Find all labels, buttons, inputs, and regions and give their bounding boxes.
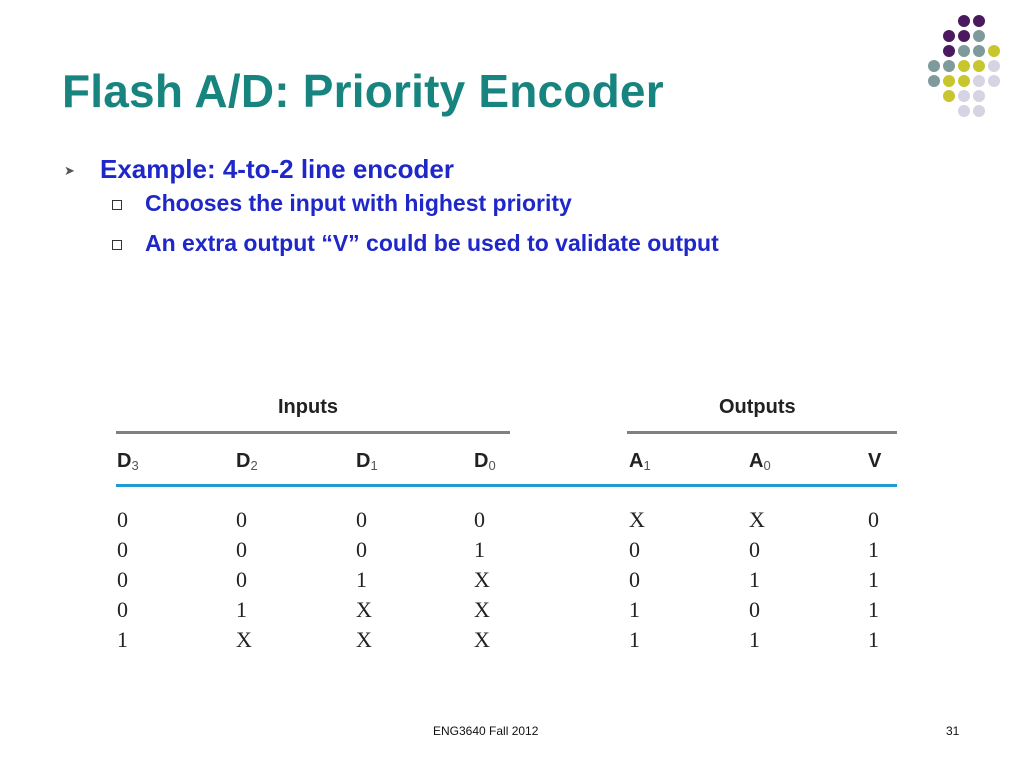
inputs-header: Inputs	[278, 396, 338, 418]
decorative-dot-grid	[928, 15, 1008, 135]
decorative-dot	[943, 30, 955, 42]
bullet-main	[62, 152, 962, 190]
column-header	[629, 450, 651, 473]
column-header	[749, 450, 771, 473]
column-header-base: V	[868, 450, 882, 472]
decorative-dot	[943, 45, 955, 57]
table-cell: 0	[629, 537, 640, 562]
decorative-dot	[943, 75, 955, 87]
bullet-sub-2	[62, 230, 962, 270]
decorative-dot	[958, 75, 970, 87]
table-cell: 0	[117, 597, 128, 622]
table-cell: X	[474, 597, 490, 622]
decorative-dot	[988, 75, 1000, 87]
table-cell: 0	[117, 567, 128, 592]
table-cell: 1	[868, 537, 879, 562]
square-bullet-icon	[112, 240, 122, 250]
column-header	[117, 450, 139, 473]
bullet-sub-text: Chooses the input with highest priority	[145, 190, 572, 216]
column-header	[236, 450, 258, 473]
table-cell: 1	[356, 567, 367, 592]
decorative-dot	[958, 90, 970, 102]
table-cell: 0	[356, 507, 367, 532]
column-header-subscript: 3	[131, 458, 139, 473]
table-cell: 0	[629, 567, 640, 592]
decorative-dot	[943, 90, 955, 102]
column-header-subscript: 1	[370, 458, 378, 473]
table-cell: 1	[117, 627, 128, 652]
footer-course: ENG3640 Fall 2012	[433, 724, 539, 738]
decorative-dot	[973, 90, 985, 102]
arrow-bullet-icon: ➤	[64, 163, 75, 178]
column-header-base: D	[117, 450, 132, 472]
table-cell: 0	[749, 597, 760, 622]
column-header-rule	[116, 484, 897, 487]
table-cell: 1	[629, 627, 640, 652]
decorative-dot	[928, 60, 940, 72]
column-header-base: D	[474, 450, 489, 472]
table-cell: X	[474, 567, 490, 592]
decorative-dot	[958, 45, 970, 57]
column-header-subscript: 0	[488, 458, 496, 473]
decorative-dot	[973, 75, 985, 87]
column-header-base: A	[629, 450, 644, 472]
table-cell: X	[749, 507, 765, 532]
decorative-dot	[988, 60, 1000, 72]
table-cell: 0	[117, 507, 128, 532]
outputs-header-rule	[627, 431, 897, 434]
table-cell: 1	[749, 627, 760, 652]
decorative-dot	[958, 15, 970, 27]
decorative-dot	[973, 15, 985, 27]
table-cell: 1	[868, 567, 879, 592]
table-cell: 0	[749, 537, 760, 562]
page-number: 31	[946, 724, 960, 738]
square-bullet-icon	[112, 200, 122, 210]
column-header	[474, 450, 496, 473]
table-cell: 0	[474, 507, 485, 532]
table-cell: 1	[236, 597, 247, 622]
column-header-subscript: 2	[250, 458, 258, 473]
bullet-list	[62, 152, 962, 270]
decorative-dot	[973, 45, 985, 57]
table-cell: 1	[629, 597, 640, 622]
decorative-dot	[973, 105, 985, 117]
column-header-base: D	[236, 450, 251, 472]
table-cell: 1	[868, 597, 879, 622]
table-cell: 1	[474, 537, 485, 562]
decorative-dot	[958, 60, 970, 72]
table-cell: 0	[236, 567, 247, 592]
slide-title: Flash A/D: Priority Encoder	[62, 65, 664, 117]
column-header-subscript: 1	[643, 458, 651, 473]
decorative-dot	[958, 105, 970, 117]
table-cell: 0	[236, 507, 247, 532]
bullet-main-text: Example: 4-to-2 line encoder	[100, 154, 454, 184]
decorative-dot	[973, 30, 985, 42]
table-cell: 0	[868, 507, 879, 532]
table-cell: 0	[117, 537, 128, 562]
table-cell: X	[356, 597, 372, 622]
table-cell: X	[629, 507, 645, 532]
bullet-sub-1	[62, 190, 962, 230]
column-header	[868, 450, 881, 473]
table-cell: X	[356, 627, 372, 652]
table-cell: 1	[749, 567, 760, 592]
table-cell: 1	[868, 627, 879, 652]
column-header-base: A	[749, 450, 764, 472]
decorative-dot	[943, 60, 955, 72]
decorative-dot	[988, 45, 1000, 57]
decorative-dot	[973, 60, 985, 72]
inputs-header-rule	[116, 431, 510, 434]
column-header-subscript: 0	[763, 458, 771, 473]
table-cell: 0	[356, 537, 367, 562]
table-cell: X	[474, 627, 490, 652]
bullet-sub-text: An extra output “V” could be used to validate output	[145, 230, 719, 256]
column-header	[356, 450, 378, 473]
table-cell: X	[236, 627, 252, 652]
table-cell: 0	[236, 537, 247, 562]
decorative-dot	[958, 30, 970, 42]
decorative-dot	[928, 75, 940, 87]
column-header-base: D	[356, 450, 371, 472]
outputs-header: Outputs	[719, 396, 796, 418]
